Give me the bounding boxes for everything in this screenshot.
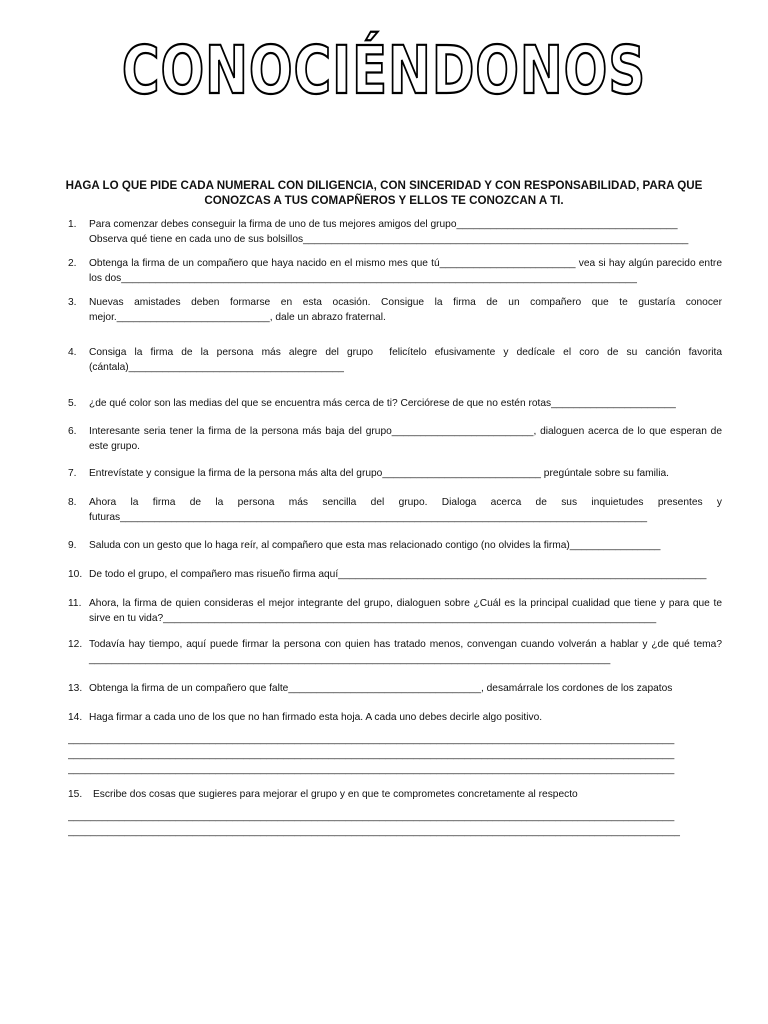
item-number: 10.	[68, 569, 83, 580]
item-number: 15.	[68, 789, 83, 800]
item-text: De todo el grupo, el compañero mas risueño firma aquí_________________________________________________________________	[89, 569, 707, 580]
answer-line[interactable]: ___________________________________________________________________________________________________________	[68, 749, 675, 760]
item-number: 4.	[68, 347, 77, 358]
list-item	[68, 217, 722, 247]
item-text: ¿de qué color son las medias del que se encuentra más cerca de ti? Cerciórese de que no estén rotas______________________	[89, 398, 676, 409]
item-number: 14.	[68, 712, 83, 723]
list-item	[68, 596, 725, 626]
item-text: Entrevístate y consigue la firma de la persona más alta del grupo____________________________ pregúntale sobre su familia.	[89, 468, 669, 479]
list-item	[68, 295, 725, 325]
item-text: Escribe dos cosas que sugieres para mejorar el grupo y en que te comprometes concretamente al respecto	[93, 789, 578, 800]
list-item	[68, 256, 725, 286]
item-number: 8.	[68, 497, 77, 508]
item-text: Obtenga la firma de un compañero que haya nacido en el mismo mes que tú________________________ vea si hay algún parecido entre los dos___________________________________________________________________________________________	[89, 258, 725, 284]
item-number: 12.	[68, 639, 83, 650]
list-item	[68, 396, 722, 411]
item-text: Obtenga la firma de un compañero que falte__________________________________, desamárrale los cordones de los zapatos	[89, 683, 673, 694]
item-text: Para comenzar debes conseguir la firma de uno de tus mejores amigos del grupo_______________________________________ Observa qué tiene en cada uno de sus bolsillos____________________________________________________________________	[89, 219, 689, 245]
list-item	[68, 637, 722, 667]
item-number: 1.	[68, 219, 77, 230]
item-text: Haga firmar a cada uno de los que no han firmado esta hoja. A cada uno debes decirle algo positivo.	[89, 712, 543, 723]
list-item	[68, 424, 725, 454]
list-item	[68, 787, 722, 802]
item-number: 13.	[68, 683, 83, 694]
item-text: Nuevas amistades deben formarse en esta ocasión. Consigue la firma de un compañero que te gustaría conocer mejor.___________________________, dale un abrazo fraternal.	[89, 297, 725, 323]
list-item	[68, 345, 725, 375]
list-item	[68, 495, 725, 525]
item-number: 3.	[68, 297, 77, 308]
instructions-text: HAGA LO QUE PIDE CADA NUMERAL CON DILIGENCIA, CON SINCERIDAD Y CON RESPONSABILIDAD, PARA QUE CONOZCAS A TUS COMAPÑEROS Y ELLOS TE CONOZCAN A TI.	[65, 179, 703, 207]
item-number: 9.	[68, 540, 77, 551]
list-item	[68, 681, 722, 696]
item-text: Saluda con un gesto que lo haga reír, al compañero que esta mas relacionado contigo (no olvides la firma)________________	[89, 540, 661, 551]
list-item	[68, 538, 722, 553]
item-text: Interesante seria tener la firma de la persona más baja del grupo_________________________, dialoguen acerca de lo que esperan de este grupo.	[89, 426, 725, 452]
item-number: 5.	[68, 398, 77, 409]
item-number: 6.	[68, 426, 77, 437]
page-title: CONOCIÉNDONOS	[121, 32, 647, 109]
item-number: 7.	[68, 468, 77, 479]
list-item	[68, 466, 722, 481]
item-text: Ahora, la firma de quien consideras el mejor integrante del grupo, dialoguen sobre ¿Cuál es la principal cualidad que tiene y para que te sirve en tu vida?_______________________________________________________________________________________	[89, 598, 725, 624]
list-item	[68, 567, 722, 582]
item-text: Todavía hay tiempo, aquí puede firmar la persona con quien has tratado menos, convengan cuando volverán a hablar y ¿de qué tema?____________________________________________________________________________________________	[89, 639, 722, 665]
answer-line[interactable]: ___________________________________________________________________________________________________________	[68, 764, 675, 775]
list-item	[68, 710, 722, 725]
item-number: 2.	[68, 258, 77, 269]
item-number: 11.	[68, 598, 82, 609]
answer-line[interactable]: ___________________________________________________________________________________________________________	[68, 811, 675, 822]
answer-line[interactable]: ____________________________________________________________________________________________________________	[68, 826, 680, 837]
answer-line[interactable]: ___________________________________________________________________________________________________________	[68, 734, 675, 745]
item-text: Ahora la firma de la persona más sencilla del grupo. Dialoga acerca de sus inquietudes presentes y futuras_____________________________________________________________________________________________	[89, 497, 725, 523]
item-text: Consiga la firma de la persona más alegre del grupo felicítelo efusivamente y dedícale el coro de su canción favorita (cántala)______________________________________	[89, 347, 725, 373]
